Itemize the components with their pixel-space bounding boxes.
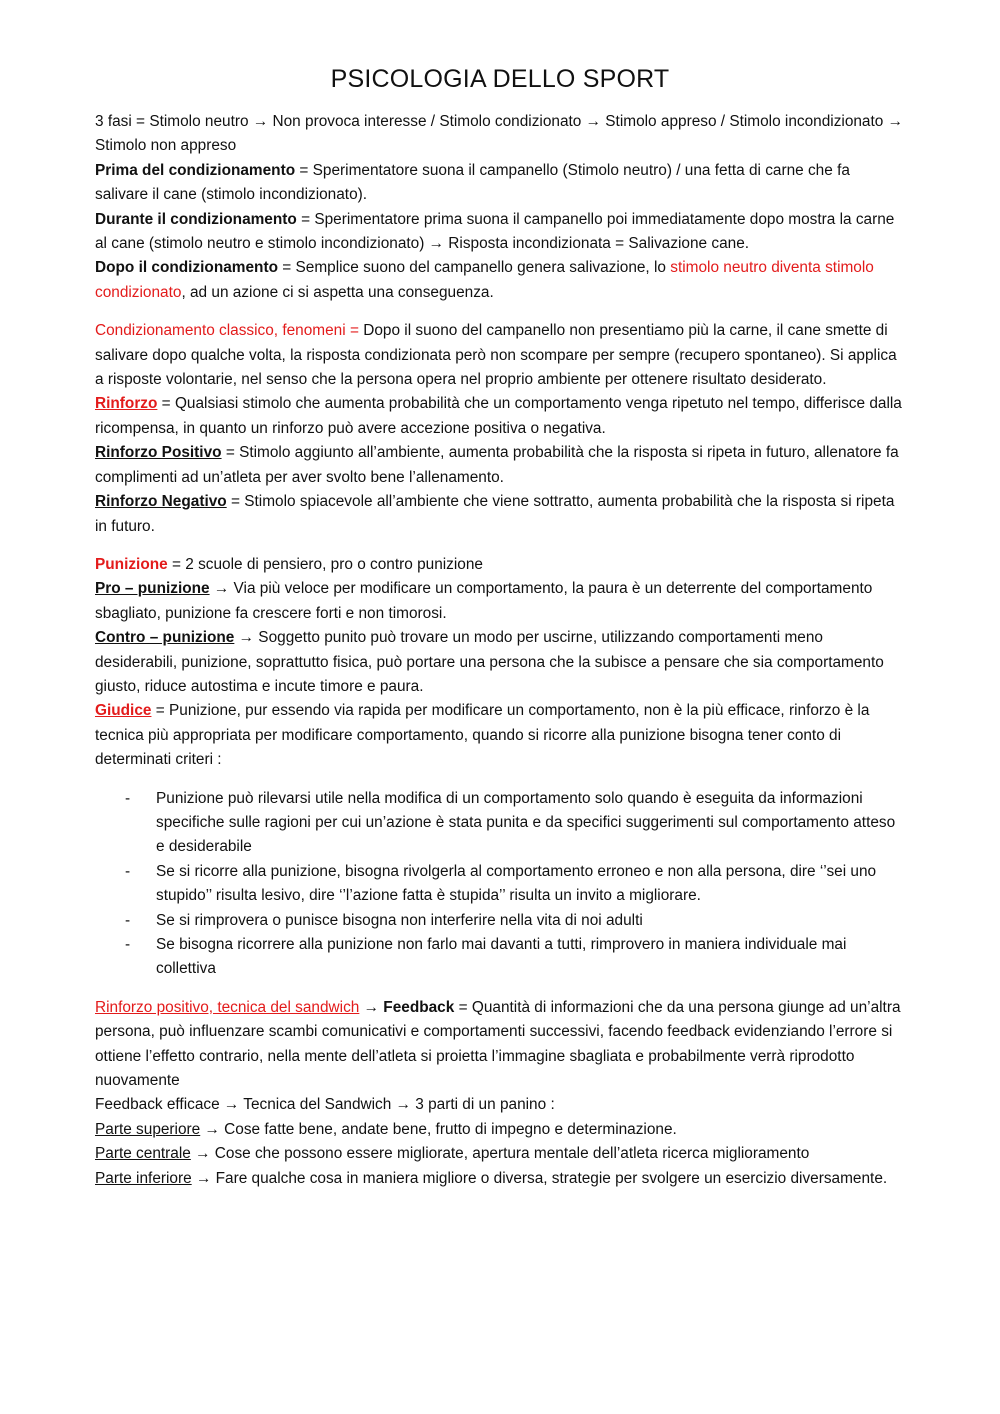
text: Fare qualche cosa in maniera migliore o diversa, strategie per svolgere un esercizio diversamente. <box>211 1169 888 1187</box>
term-parte-superiore: Parte superiore <box>95 1120 201 1138</box>
list-item <box>95 933 905 982</box>
term-prima: Prima del condizionamento <box>95 161 296 179</box>
text: Tecnica del Sandwich <box>239 1096 396 1114</box>
text: = Stimolo aggiunto all’ambiente, aumenta probabilità che la risposta si ripeta in futuro, allenatore fa complimenti ad un’atleta per aver svolto bene l’allenamento. <box>95 444 899 486</box>
list-item <box>95 860 905 909</box>
term-dopo: Dopo il condizionamento <box>95 259 278 277</box>
text: 3 fasi = Stimolo neutro <box>95 113 253 130</box>
paragraph-giudice <box>95 699 905 772</box>
text: = 2 scuole di pensiero, pro o contro punizione <box>167 555 483 573</box>
text: , ad un azione ci si aspetta una conseguenza. <box>181 283 494 301</box>
paragraph-parte-centrale <box>95 1142 905 1166</box>
text: = Punizione, pur essendo via rapida per modificare un comportamento, non è la più efficace, rinforzo è la tecnica più appropriata per modificare comportamento, quando si ricorre alla punizione bisogna tener conto di determinati criteri : <box>95 702 870 769</box>
paragraph-pro-punizione <box>95 577 905 626</box>
arrow-icon: → <box>252 113 269 130</box>
term-pro-punizione: Pro – punizione <box>95 580 210 598</box>
text: Non provoca interesse / Stimolo condizionato <box>268 113 586 130</box>
text: 3 parti di un panino : <box>410 1096 555 1114</box>
list-item-text: Se bisogna ricorrere alla punizione non farlo mai davanti a tutti, rimprovero in maniera individuale mai collettiva <box>156 936 847 978</box>
paragraph-classico <box>95 319 905 392</box>
list-item <box>95 787 905 860</box>
text: Risposta incondizionata = Salivazione cane. <box>444 235 750 253</box>
text: Feedback efficace <box>95 1096 224 1114</box>
arrow-icon: → <box>223 1096 240 1114</box>
text: = Sperimentatore suona il campanello (Stimolo neutro) / una fetta di carne che fa salivare il cane (stimolo incondizionato). <box>95 161 850 204</box>
paragraph-feedback-efficace <box>95 1093 905 1117</box>
paragraph-parte-superiore <box>95 1118 905 1142</box>
term-punizione: Punizione <box>95 555 168 573</box>
arrow-icon: → <box>585 113 602 130</box>
term-parte-centrale: Parte centrale <box>95 1145 191 1163</box>
section-condizionamento-classico <box>95 319 905 539</box>
paragraph-punizione <box>95 553 905 577</box>
section-sandwich <box>95 996 905 1191</box>
section-punizione <box>95 553 905 773</box>
arrow-icon: → <box>395 1096 411 1114</box>
section-intro <box>95 110 905 305</box>
text: = Qualsiasi stimolo che aumenta probabilità che un comportamento venga ripetuto nel tempo, differisce dalla ricompensa, in quanto un rinforzo può avere accezione positiva o negativa. <box>95 395 902 437</box>
paragraph-rinforzo-positivo <box>95 441 905 490</box>
paragraph-fasi <box>95 110 905 159</box>
term-contro-punizione: Contro – punizione <box>95 629 235 647</box>
text: = Semplice suono del campanello genera salivazione, lo <box>277 259 671 277</box>
text: Cose che possono essere migliorate, apertura mentale dell’atleta ricerca miglioramento <box>210 1145 810 1163</box>
dash-bullet: - <box>125 862 131 880</box>
text: = Sperimentatore prima suona il campanello poi immediatamente dopo mostra la carne al cane (stimolo neutro e stimolo incondizionato) <box>95 210 895 253</box>
term-parte-inferiore: Parte inferiore <box>95 1169 192 1187</box>
term-rinforzo: Rinforzo <box>95 395 158 413</box>
arrow-icon: → <box>195 1145 211 1163</box>
dash-bullet: - <box>125 789 131 807</box>
term-rinforzo-negativo: Rinforzo Negativo <box>95 493 227 511</box>
text: Dopo il suono del campanello non presentiamo più la carne, il cane smette di salivare dopo qualche volta, la risposta condizionata però non scompare per sempre (recupero spontaneo). Si applica a risposte volontarie, nel senso che la persona opera nel proprio ambiente per ottenere risultato desiderato. <box>95 322 897 389</box>
arrow-icon: → <box>195 1169 212 1187</box>
list-item <box>95 909 905 933</box>
paragraph-feedback <box>95 996 905 1094</box>
criteria-list <box>95 787 905 982</box>
text: Via più veloce per modificare un comportamento, la paura è un deterrente del comportamento sbagliato, punizione fa crescere forti e non timorosi. <box>95 580 873 622</box>
term-feedback: Feedback <box>383 998 455 1016</box>
highlight-red: stimolo neutro diventa stimolo condizionato <box>95 259 874 301</box>
term-classico: Condizionamento classico, fenomeni = <box>95 322 359 340</box>
arrow-icon: → <box>887 113 903 130</box>
paragraph-parte-inferiore <box>95 1167 905 1191</box>
text: = Quantità di informazioni che da una persona giunge ad un’altra persona, può influenzare scambi comunicativi e comportamenti successivi, facendo feedback evidenziando l’errore si ottiene l’effetto contrario, nella mente dell’atleta si proietta l’immagine sbagliata e probabilmente verrà riprodotto nuovamente <box>95 998 901 1090</box>
text: Stimolo appreso / Stimolo incondizionato <box>601 113 888 130</box>
text: Cose fatte bene, andate bene, frutto di impegno e determinazione. <box>219 1120 677 1138</box>
term-rinforzo-positivo: Rinforzo Positivo <box>95 444 222 462</box>
list-item-text: Se si rimprovera o punisce bisogna non interferire nella vita di noi adulti <box>156 911 643 929</box>
list-item-text: Se si ricorre alla punizione, bisogna rivolgerla al comportamento erroneo e non alla persona, dire ‘’sei uno stupido’’ risulta lesivo, dire ‘’l’azione fatta è stupida’’ risulta un invito a migliorare. <box>156 862 877 905</box>
paragraph-contro-punizione <box>95 626 905 699</box>
page-title: PSICOLOGIA DELLO SPORT <box>330 65 670 93</box>
paragraph-durante <box>95 208 905 257</box>
paragraph-rinforzo-negativo <box>95 490 905 539</box>
arrow-icon: → <box>213 580 230 598</box>
text: Stimolo non appreso <box>95 137 237 155</box>
arrow-icon: → <box>238 629 255 647</box>
arrow-icon: → <box>204 1120 220 1138</box>
term-giudice: Giudice <box>95 702 152 720</box>
dash-bullet: - <box>125 911 131 929</box>
term-durante: Durante il condizionamento <box>95 210 297 228</box>
list-item-text: Punizione può rilevarsi utile nella modifica di un comportamento solo quando è eseguita da informazioni specifiche sulle ragioni per cui un’azione è stata punita e da specifici suggerimenti sul comportamento atteso e desiderabile <box>156 789 896 856</box>
paragraph-rinforzo <box>95 392 905 441</box>
term-sandwich: Rinforzo positivo, tecnica del sandwich <box>95 998 360 1016</box>
paragraph-dopo <box>95 256 905 305</box>
text: = Stimolo spiacevole all’ambiente che viene sottratto, aumenta probabilità che la risposta si ripeta in futuro. <box>95 493 895 535</box>
paragraph-prima <box>95 159 905 208</box>
text: Soggetto punito può trovare un modo per uscirne, utilizzando comportamenti meno desiderabili, punizione, soprattutto fisica, può portare una persona che la subisce a pensare che sia comportamento giusto, riduce autostima e incute timore e paura. <box>95 629 884 695</box>
dash-bullet: - <box>125 936 131 953</box>
arrow-icon: → <box>428 235 445 253</box>
arrow-icon: → <box>363 998 380 1016</box>
